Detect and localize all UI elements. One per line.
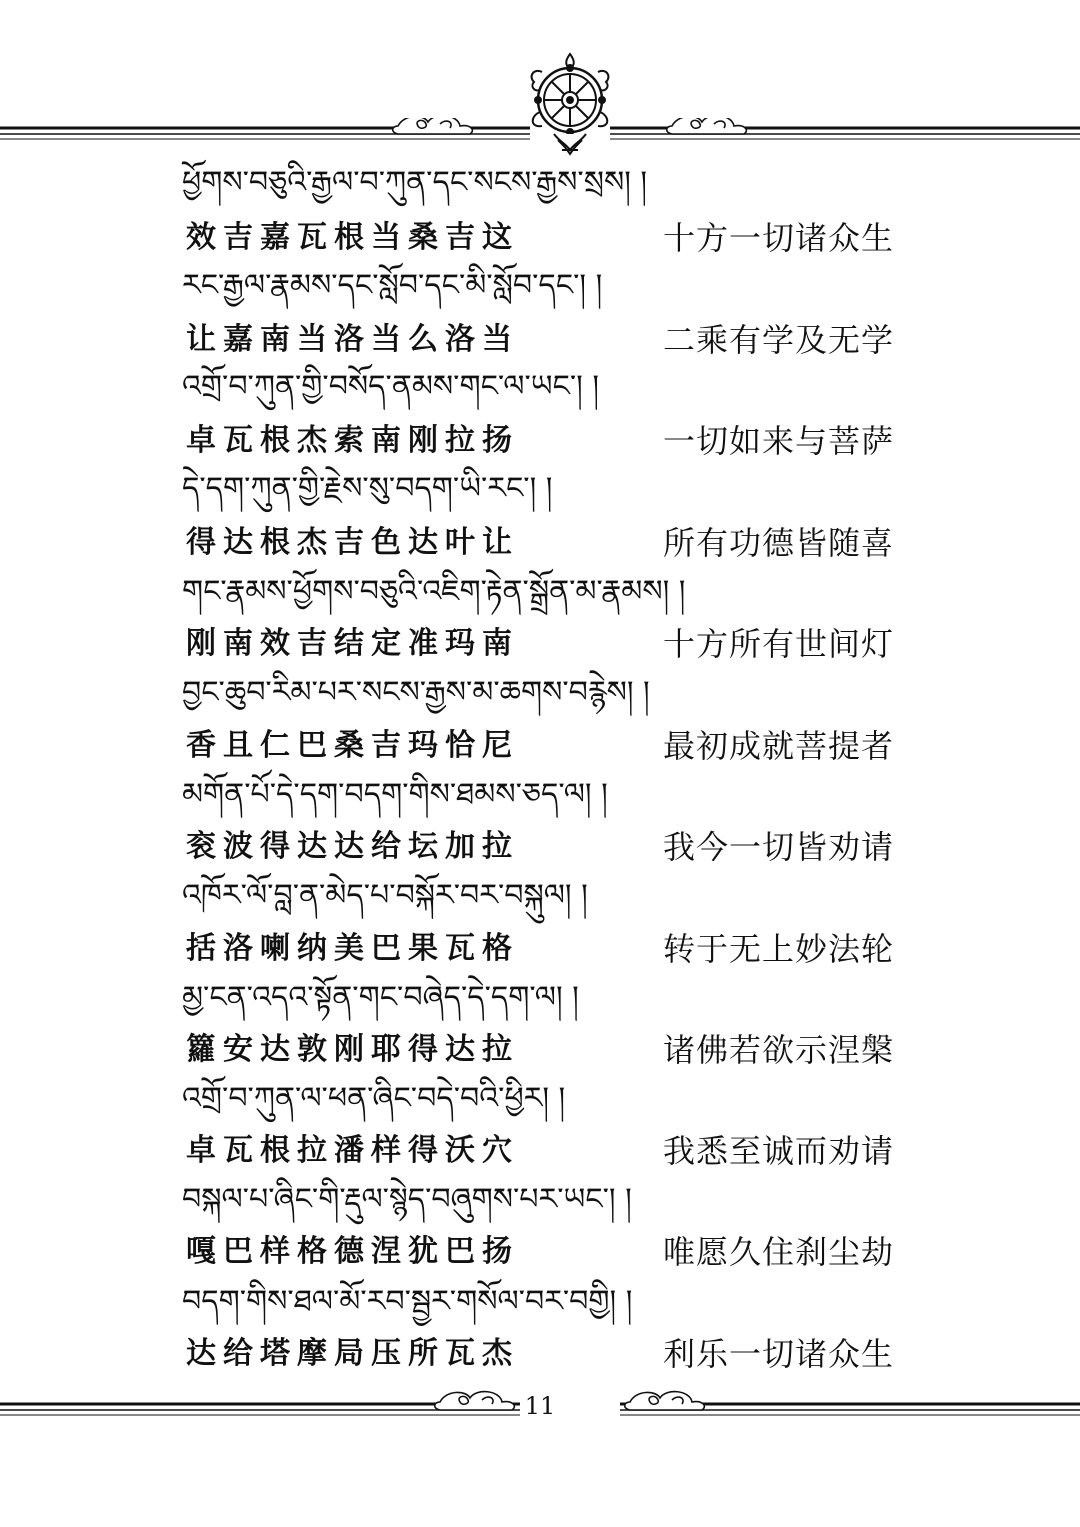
phonetic-line: 卓瓦根杰索南刚拉扬 <box>186 423 519 458</box>
tibetan-line: འགྲོ་བ་ཀུན་ལ་ཕན་ཞིང་བདེ་བའི་ཕྱིར། ། <box>182 1081 566 1116</box>
phonetic-line: 括洛喇纳美巴果瓦格 <box>186 931 519 966</box>
chinese-line: 一切如来与菩萨 <box>663 422 895 460</box>
phonetic-line: 达给塔摩局压所瓦杰 <box>186 1336 519 1371</box>
tibetan-line: དེ་དག་ཀུན་གྱི་རྗེས་སུ་བདག་ཡི་རང་། ། <box>182 471 553 506</box>
tibetan-line: བྱང་ཆུབ་རིམ་པར་སངས་རྒྱས་མ་ཆགས་བརྙེས། ། <box>182 675 650 710</box>
chinese-line: 我今一切皆劝请 <box>663 828 895 866</box>
tibetan-line: བདག་གིས་ཐལ་མོ་རབ་སྦྱར་གསོལ་བར་བགྱི། ། <box>182 1284 633 1319</box>
tibetan-line: མྱ་ངན་འདའ་སྟོན་གང་བཞེད་དེ་དག་ལ། ། <box>182 980 579 1015</box>
phonetic-line: 效吉嘉瓦根当桑吉这 <box>186 220 519 255</box>
tibetan-line: རང་རྒྱལ་རྣམས་དང་སློབ་དང་མི་སློབ་དང་། ། <box>182 268 603 303</box>
phonetic-line: 卓瓦根拉潘样得沃穴 <box>186 1133 519 1168</box>
chinese-line: 我悉至诚而劝请 <box>663 1132 895 1170</box>
tibetan-line: མགོན་པོ་དེ་དག་བདག་གིས་ཐམས་ཅད་ལ། ། <box>182 777 608 812</box>
tibetan-line: འགྲོ་བ་ཀུན་གྱི་བསོད་ནམས་གང་ལ་ཡང་། ། <box>182 369 599 404</box>
chinese-line: 转于无上妙法轮 <box>663 930 895 968</box>
phonetic-line: 香且仁巴桑吉玛恰尼 <box>186 728 519 763</box>
tibetan-line: འཁོར་ལོ་བླ་ན་མེད་པ་བསྐོར་བར་བསྐུལ། ། <box>182 878 588 913</box>
phonetic-line: 刚南效吉结定准玛南 <box>186 626 519 661</box>
chinese-line: 最初成就菩提者 <box>663 727 895 765</box>
phonetic-line: 让嘉南当洛当么洛当 <box>186 322 519 357</box>
chinese-line: 所有功德皆随喜 <box>663 524 895 562</box>
chinese-line: 十方所有世间灯 <box>663 625 895 663</box>
page-number: 11 <box>524 1392 556 1420</box>
chinese-line: 唯愿久住刹尘劫 <box>663 1233 895 1271</box>
phonetic-line: 籮安达敦刚耶得达拉 <box>186 1032 519 1067</box>
chinese-line: 诸佛若欲示涅槃 <box>663 1031 895 1069</box>
tibetan-line: ཕྱོགས་བཅུའི་རྒྱལ་བ་ཀུན་དང་སངས་རྒྱས་སྲས། ། <box>182 165 648 200</box>
phonetic-line: 嘎巴样格德涅犹巴扬 <box>186 1234 519 1269</box>
tibetan-line: གང་རྣམས་ཕྱོགས་བཅུའི་འཇིག་རྟེན་སྒྲོན་མ་རྣམས། ། <box>182 574 686 609</box>
chinese-line: 利乐一切诸众生 <box>663 1335 895 1373</box>
chinese-line: 十方一切诸众生 <box>663 219 895 257</box>
phonetic-line: 得达根杰吉色达叶让 <box>186 525 519 560</box>
chinese-line: 二乘有学及无学 <box>663 321 895 359</box>
tibetan-line: བསྐལ་པ་ཞིང་གི་རྡུལ་སྙེད་བཞུགས་པར་ཡང་། ། <box>182 1182 632 1217</box>
phonetic-line: 衮波得达达给坛加拉 <box>186 829 519 864</box>
